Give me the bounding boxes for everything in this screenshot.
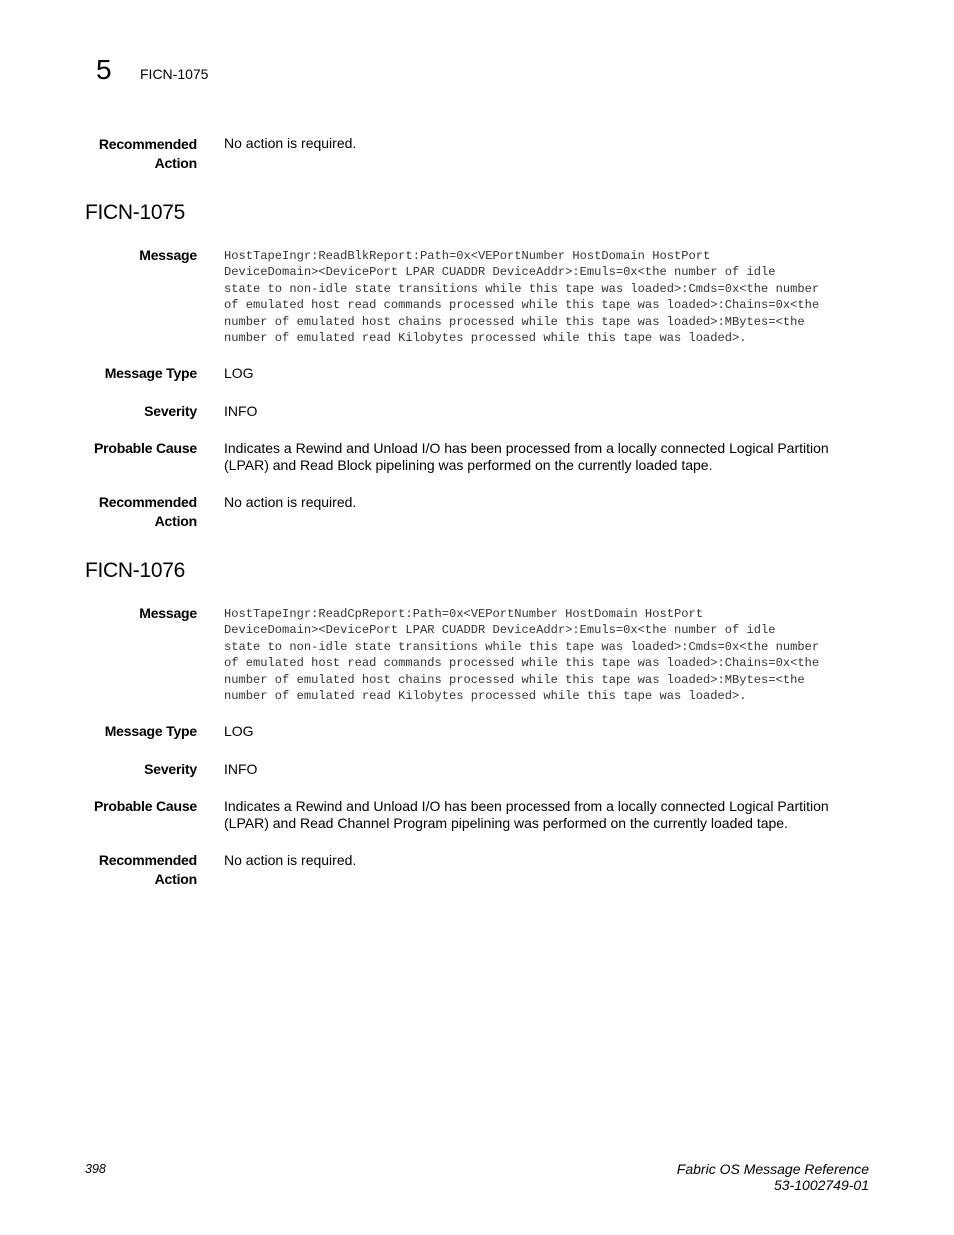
section-title-ficn-1075: FICN-1075 [85,201,186,224]
recommended-action-label: Recommended Action [98,852,197,887]
probable-cause-text: Indicates a Rewind and Unload I/O has been processed from a locally connected Logical Partition (LPAR) and Read Block pipelining was performed on the currently loaded tape. [224,440,829,473]
message-type-value: LOG [224,723,254,739]
probable-cause-text: Indicates a Rewind and Unload I/O has been processed from a locally connected Logical Partition (LPAR) and Read Channel Program pipelining was performed on the currently loaded tape. [224,798,829,831]
probable-cause-label: Probable Cause [93,798,197,814]
chapter-number: 5 [96,54,112,85]
footer-page-number: 398 [85,1162,106,1176]
severity-label: Severity [144,761,197,777]
message-type-label: Message Type [104,365,197,381]
message-type-value: LOG [224,365,254,381]
recommended-action-text: No action is required. [224,494,357,510]
severity-value: INFO [224,403,258,419]
footer-doc-title: Fabric OS Message Reference [676,1161,869,1177]
message-type-label: Message Type [104,723,197,739]
footer-doc-number: 53-1002749-01 [774,1177,869,1193]
severity-value: INFO [224,761,258,777]
running-header-title: FICN-1075 [140,66,209,82]
footer-document-info [677,1161,869,1193]
message-label: Message [139,605,197,621]
recommended-action-label: Recommended Action [98,494,197,529]
recommended-action-label: Recommended Action [98,136,197,171]
message-text: HostTapeIngr:ReadBlkReport:Path=0x<VEPortNumber HostDomain HostPort DeviceDomain><DevicePort LPAR CUADDR DeviceAddr>:Emuls=0x<the number of idle state to non-idle state transitions while this tape was loaded>:Cmds=0x<the number of emulated host read commands processed while this tape was loaded>:Chains=0x<the number of emulated host chains processed while this tape was loaded>:MBytes=<the number of emulated read Kilobytes processed while this tape was loaded>. [224,249,820,346]
message-label: Message [139,247,197,263]
recommended-action-text: No action is required. [224,135,357,151]
probable-cause-label: Probable Cause [93,440,197,456]
recommended-action-text: No action is required. [224,852,357,868]
message-text: HostTapeIngr:ReadCpReport:Path=0x<VEPortNumber HostDomain HostPort DeviceDomain><DevicePort LPAR CUADDR DeviceAddr>:Emuls=0x<the number of idle state to non-idle state transitions while this tape was loaded>:Cmds=0x<the number of emulated host read commands processed while this tape was loaded>:Chains=0x<the number of emulated host chains processed while this tape was loaded>:MBytes=<the number of emulated read Kilobytes processed while this tape was loaded>. [224,607,820,704]
severity-label: Severity [144,403,197,419]
section-title-ficn-1076: FICN-1076 [85,559,186,582]
